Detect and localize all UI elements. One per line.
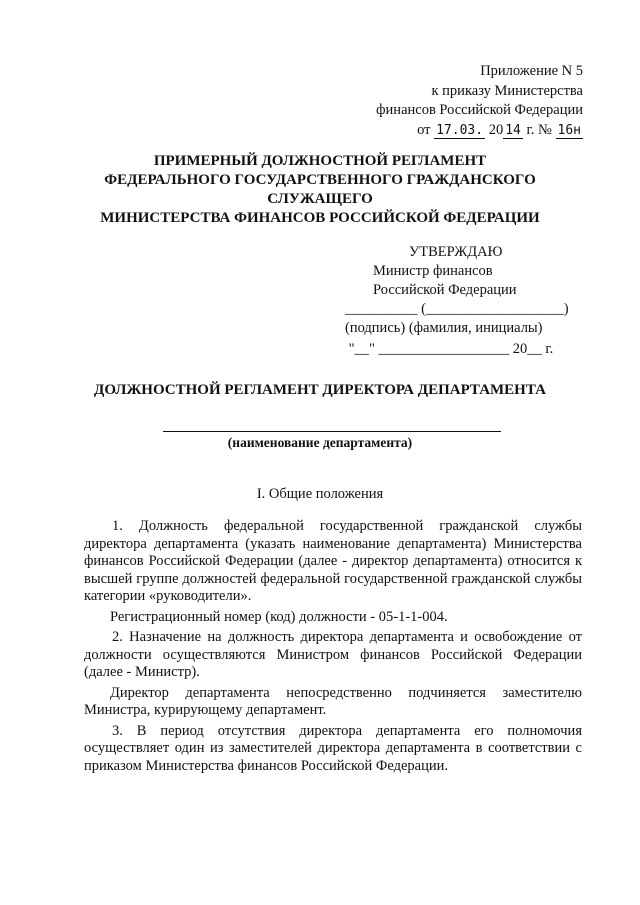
approval-date-line: "__" __________________ 20__ г.: [345, 341, 554, 357]
date-year-prefix: 20: [488, 121, 504, 138]
main-title: [60, 152, 580, 228]
handwritten-order-number: 16н: [557, 122, 581, 138]
approval-position2: Российской Федерации: [373, 282, 517, 298]
approval-position1: Министр финансов: [373, 263, 493, 279]
appendix-number: Приложение N 5: [480, 63, 583, 79]
handwritten-year: 14: [505, 122, 521, 138]
document-body: [84, 518, 582, 778]
section-heading: I. Общие положения: [256, 486, 384, 502]
signature-line: __________ (___________________): [345, 301, 569, 317]
department-name-line: [163, 431, 501, 432]
appendix-date-line: [376, 121, 583, 141]
handwritten-date: 17.03.: [436, 122, 484, 138]
approval-heading: УТВЕРЖДАЮ: [409, 244, 503, 260]
main-title-line4: МИНИСТЕРСТВА ФИНАНСОВ РОССИЙСКОЙ ФЕДЕРАЦИИ: [100, 210, 540, 226]
paragraph-2: Регистрационный номер (код) должности - 05-1-1-004.: [110, 608, 448, 625]
main-title-line1: ПРИМЕРНЫЙ ДОЛЖНОСТНОЙ РЕГЛАМЕНТ: [153, 153, 487, 169]
date-prefix: от: [417, 121, 431, 138]
paragraph-3: 2. Назначение на должность директора департамента и освобождение от должности осуществляются Министром финансов Российской Федерации (далее - Министр).: [84, 629, 582, 680]
main-title-line3: СЛУЖАЩЕГО: [267, 191, 373, 207]
paragraph-4: Директор департамента непосредственно подчиняется заместителю Министра, курирующему департамент.: [84, 684, 582, 718]
department-caption: (наименование департамента): [227, 435, 413, 450]
appendix-order-ref: к приказу Министерства: [431, 82, 583, 99]
paragraph-5: 3. В период отсутствия директора департамента его полномочия осуществляет один из заместителей директора департамента в соответствии с приказом Министерства финансов Российской Федерации.: [84, 722, 582, 774]
approval-block: [345, 243, 585, 359]
appendix-ministry: финансов Российской Федерации: [376, 102, 583, 118]
signature-caption: (подпись) (фамилия, инициалы): [345, 320, 543, 336]
date-mid: г. №: [526, 121, 552, 138]
main-title-line2: ФЕДЕРАЛЬНОГО ГОСУДАРСТВЕННОГО ГРАЖДАНСКОГО: [104, 172, 536, 188]
paragraph-1: 1. Должность федеральной государственной гражданской службы директора департамента (указать наименование департамента) Министерства финансов Российской Федерации (далее - директор департамента) относится к высшей группе должностей федеральной государственной гражданской службы категории «руководители».: [84, 518, 582, 604]
document-title: ДОЛЖНОСТНОЙ РЕГЛАМЕНТ ДИРЕКТОРА ДЕПАРТАМЕНТА: [94, 382, 546, 398]
appendix-header: [376, 62, 583, 140]
